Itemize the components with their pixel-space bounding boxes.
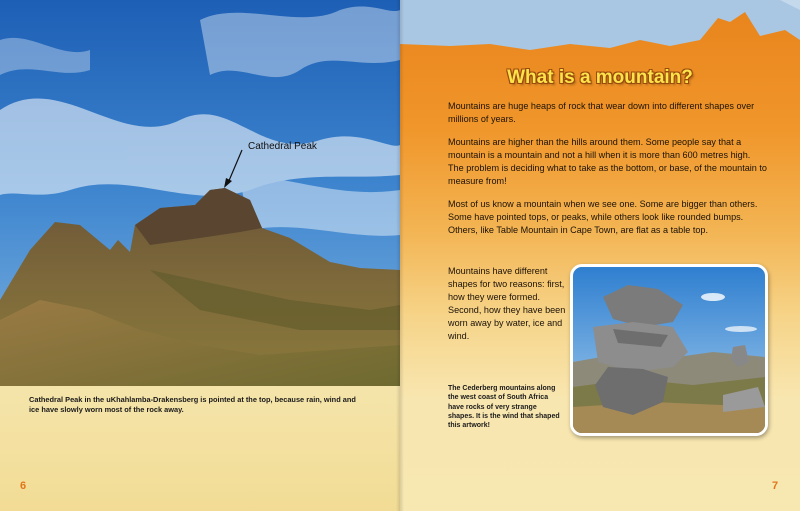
cathedral-peak-photo xyxy=(0,0,400,386)
paragraph-3: Most of us know a mountain when we see one. Some are bigger than others. Some have pointed tops, or peaks, while others look like rounded bumps. Others, like Table Mountain in Cape Town, are flat as a table top. xyxy=(448,199,758,235)
page-title: What is a mountain? xyxy=(507,67,693,88)
paragraph-4: Mountains have different shapes for two reasons: first, how they were formed. Second, how they have been worn away by water, ice and wind. xyxy=(448,266,566,341)
page-number-left: 6 xyxy=(20,480,27,492)
cathedral-peak-label: Cathedral Peak xyxy=(248,141,317,152)
right-page xyxy=(400,0,800,511)
book-gutter xyxy=(396,0,404,511)
left-photo-caption: Cathedral Peak in the uKhahlamba-Drakensberg is pointed at the top, because rain, wind and ice have slowly worn most of the rock away. xyxy=(29,395,356,414)
paragraph-2: Mountains are higher than the hills around them. Some people say that a mountain is a mountain and not a hill when it is more than 600 metres high. The problem is deciding what to take as the bottom, or base, of the mountain to measure from! xyxy=(448,137,767,186)
cederberg-rock-photo xyxy=(570,264,768,436)
paragraph-1: Mountains are huge heaps of rock that wear down into different shapes over millions of years. xyxy=(448,101,755,124)
mountain-silhouette-header xyxy=(400,0,800,60)
page-number-right: 7 xyxy=(772,480,779,492)
right-photo-caption: The Cederberg mountains along the west coast of South Africa have rocks of very strange shapes. It is the wind that shaped this artwork! xyxy=(448,385,560,430)
